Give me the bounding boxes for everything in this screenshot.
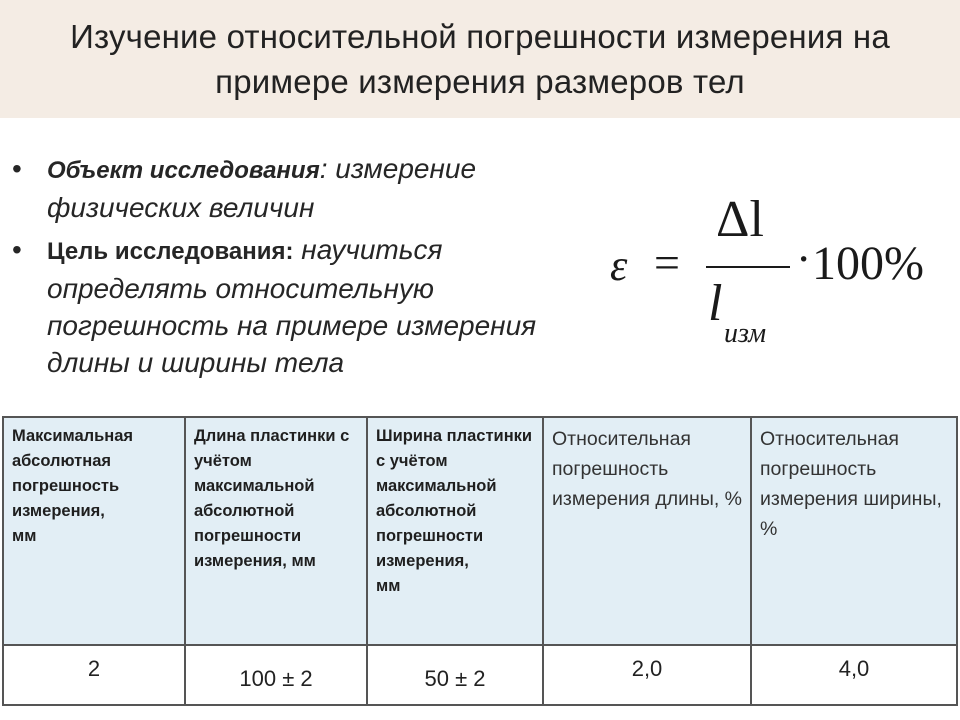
table-cell [185,645,367,705]
formula-epsilon: ε [610,241,628,290]
bullet-list [0,150,600,386]
table-cell [543,645,751,705]
header-rel-error-length: Относительная погрешность измерения длины, % [552,428,743,510]
formula-multiply: · [796,233,812,284]
table-cell [367,645,543,705]
slide-title-line1: Изучение относительной погрешности измерения на [70,18,890,55]
slide-title [70,14,890,104]
bullet-goal [0,231,600,381]
table-header-row [3,417,957,645]
formula-denominator: l [708,275,723,332]
slide-title-line2: примере измерения размеров тел [215,63,745,100]
relative-error-formula [604,191,950,356]
table-cell [751,645,957,705]
bullet-object [0,150,600,226]
formula-fraction-bar [706,266,790,268]
cell-length: 100 ± 2 [239,666,313,691]
bullet-goal-label: Цель исследования: [47,238,294,265]
table-header-cell [367,417,543,645]
results-table [2,416,958,706]
cell-abs-error: 2 [87,656,101,681]
header-abs-error: Максимальная абсолютная погрешность измерения, мм [12,427,134,545]
table-row [3,645,957,705]
bullet-object-text: : измерение физических величин [47,153,477,223]
bullet-dot: • [12,153,22,184]
title-band [0,0,960,118]
formula-numerator: Δl [716,191,764,248]
bullet-goal-text: научиться определять относительную погрешность на примере измерения длины и ширины тела [47,234,537,378]
header-width: Ширина пластинки с учётом максимальной абсолютной погрешности измерения, мм [376,427,533,595]
table-cell [3,645,185,705]
cell-width: 50 ± 2 [424,666,486,691]
formula-denominator-subscript: изм [724,318,767,349]
bullet-dot: • [12,234,22,265]
cell-rel-error-length: 2,0 [631,656,663,681]
bullet-object-label: Объект исследования [47,157,320,184]
table-header-cell [543,417,751,645]
formula-percent-factor: 100% [812,237,924,290]
formula-equals: = [654,237,680,288]
table-header-cell [751,417,957,645]
table-header-cell [185,417,367,645]
cell-rel-error-width: 4,0 [838,656,870,681]
table-header-cell [3,417,185,645]
header-length: Длина пластинки с учётом максимальной абсолютной погрешности измерения, мм [194,427,350,570]
header-rel-error-width: Относительная погрешность измерения ширины, % [760,428,942,540]
